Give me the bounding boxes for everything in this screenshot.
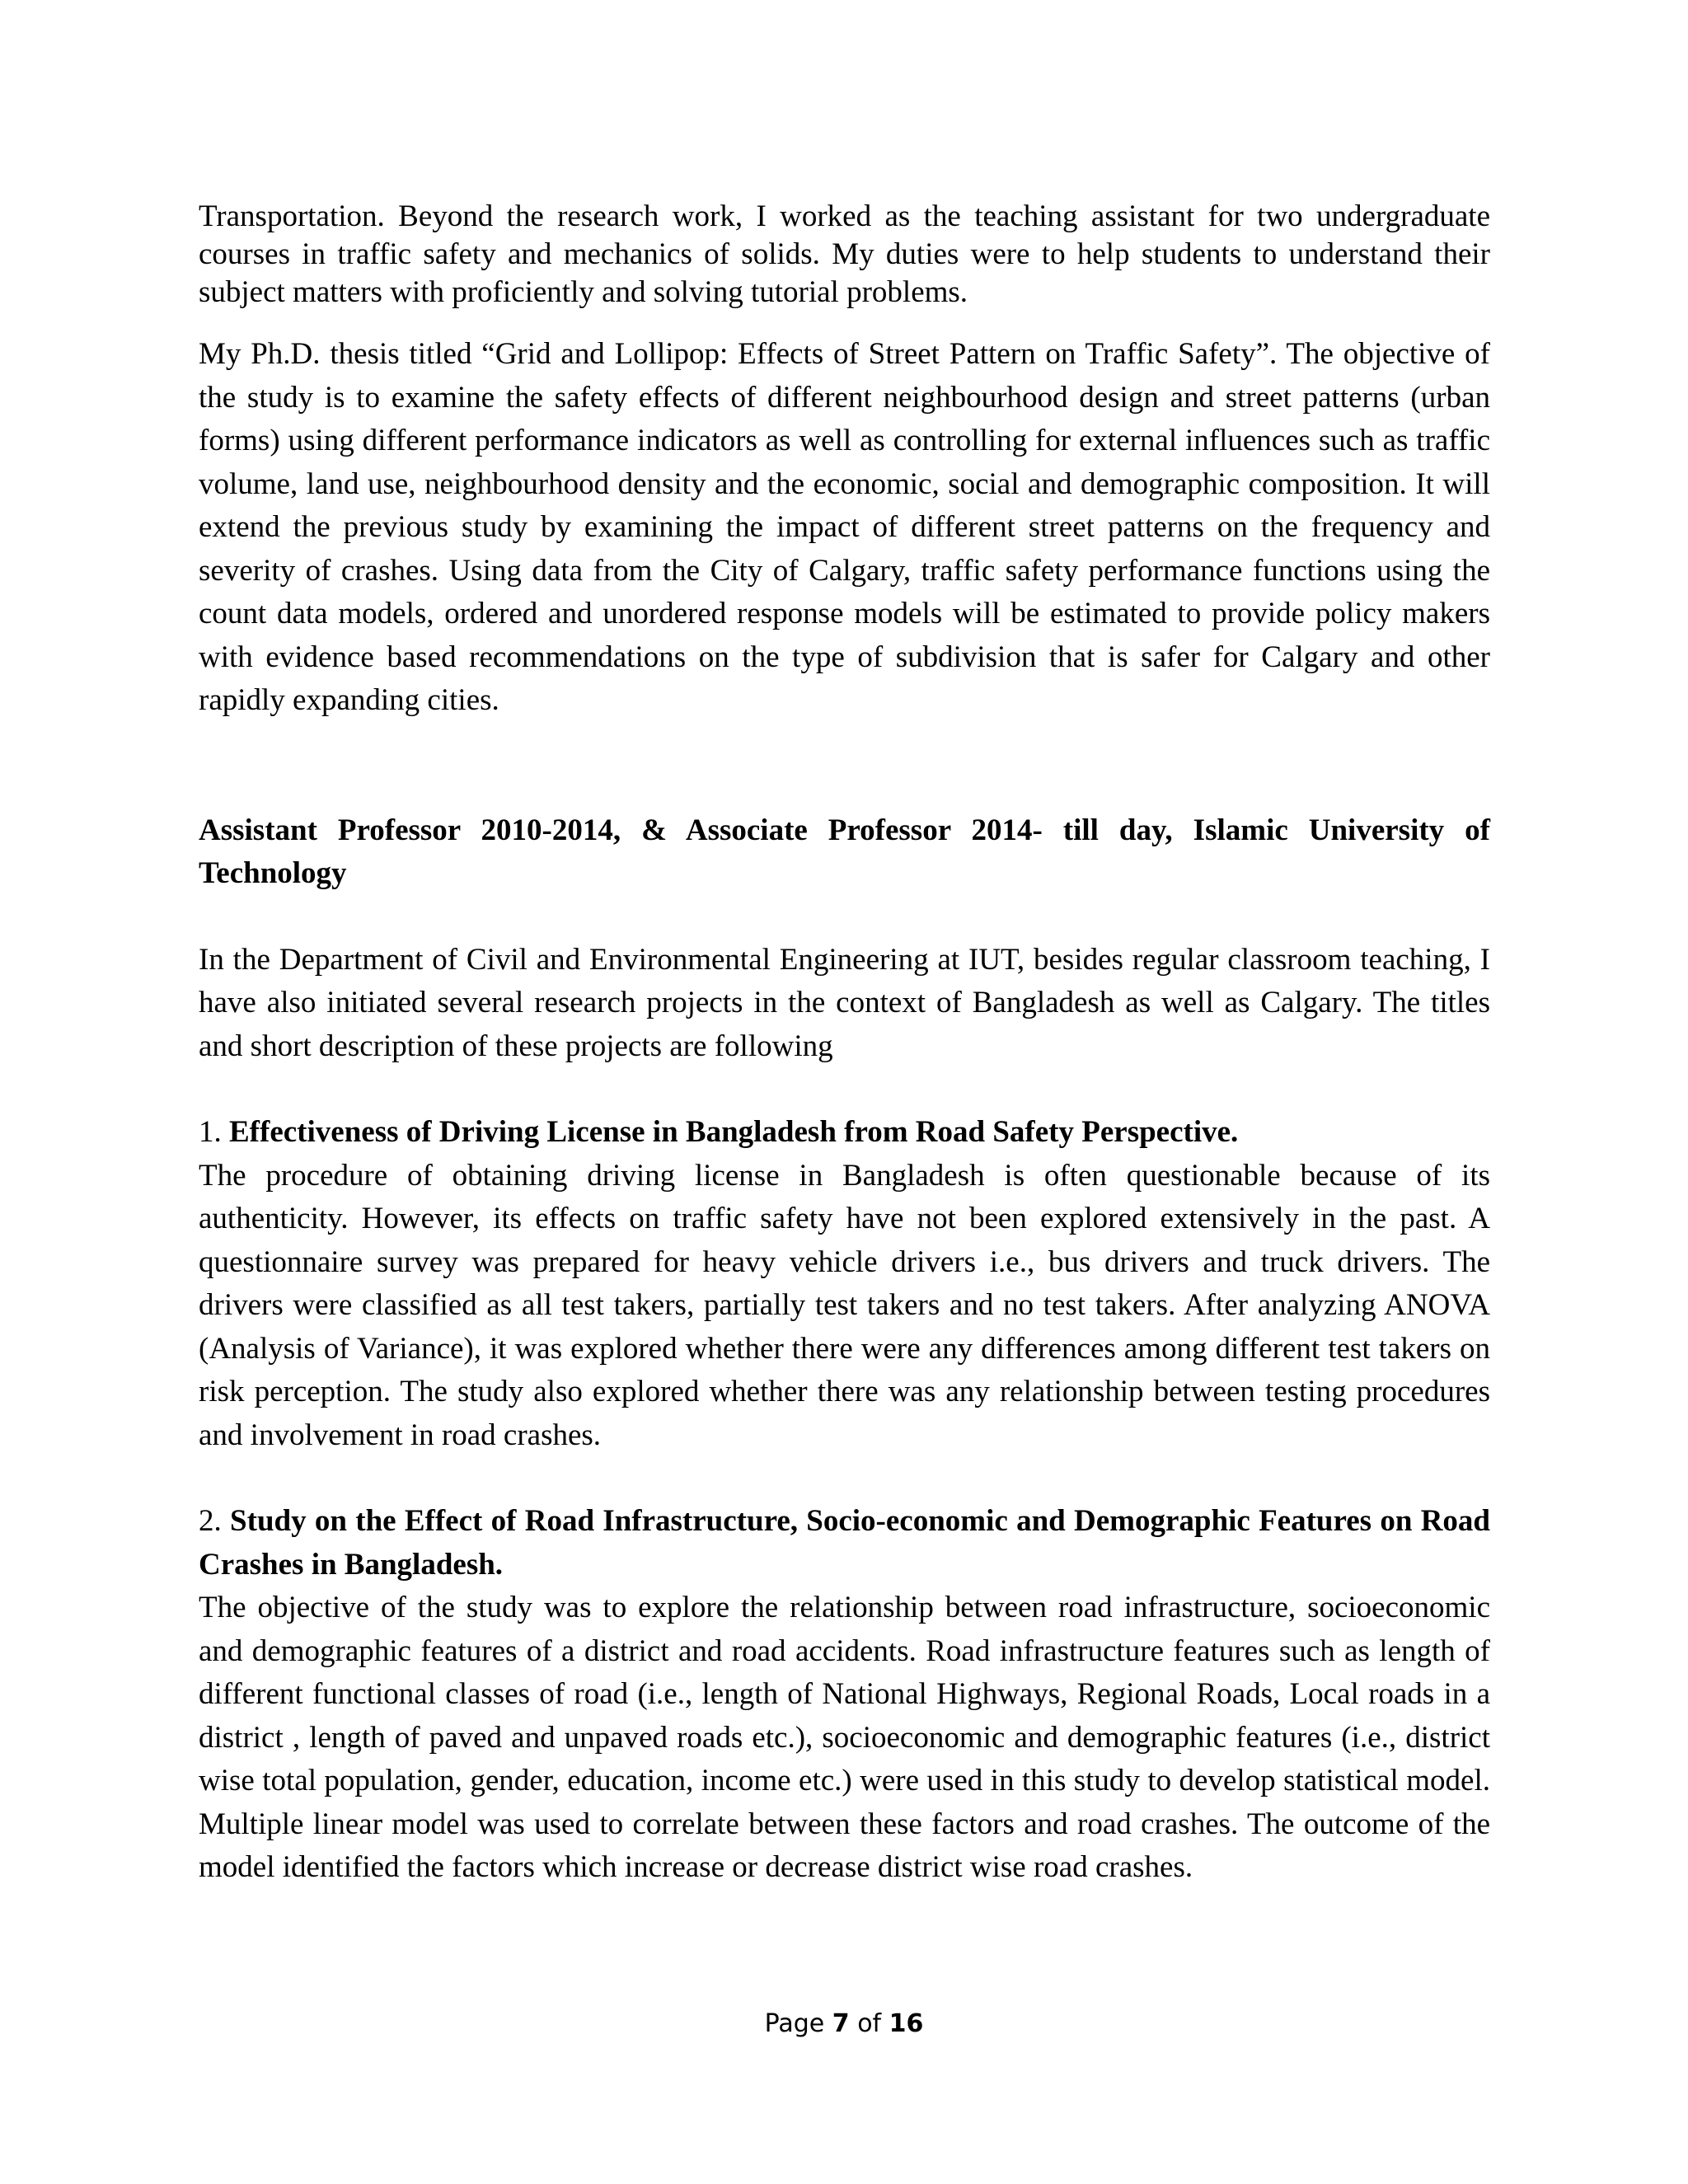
project-1-description: The procedure of obtaining driving license in Bangladesh is often questionable because of its authenticity. However, its effects on traffic safety have not been explored extensively in the past. A questionnaire survey was prepared for heavy vehicle drivers i.e., bus drivers and truck drivers. The drivers were classified as all test takers, partially test takers and no test takers. After analyzing ANOVA (Analysis of Variance), it was explored whether there were any differences among different test takers on risk perception. The study also explored whether there was any relationship between testing procedures and involvement in road crashes. <box>199 1158 1490 1452</box>
project-2-number: 2. <box>199 1504 222 1538</box>
project-2-description: The objective of the study was to explore the relationship between road infrastructure, socioeconomic and demographic features of a district and road accidents. Road infrastructure features such as length of different functional classes of road (i.e., length of National Highways, Regional Roads, Local roads in a district , length of paved and unpaved roads etc.), socioeconomic and demographic features (i.e., district wise total population, gender, education, income etc.) were used in this study to develop statistical model. Multiple linear model was used to correlate between these factors and road crashes. The outcome of the model identified the factors which increase or decrease district wise road crashes. <box>199 1591 1490 1884</box>
document-body <box>199 198 1490 1890</box>
project-2-title: Study on the Effect of Road Infrastructure, Socio-economic and Demographic Features on Road Crashes in Bangladesh. <box>199 1504 1491 1582</box>
page-footer <box>0 2009 1688 2038</box>
paragraph-teaching-assistant: Transportation. Beyond the research work, I worked as the teaching assistant for two undergraduate courses in traffic safety and mechanics of solids. My duties were to help students to understand their subject matters with proficiently and solving tutorial problems. <box>199 199 1490 309</box>
project-1-title: Effectiveness of Driving License in Bangladesh from Road Safety Perspective. <box>229 1115 1239 1149</box>
of-label: of <box>857 2009 882 2038</box>
page-label: Page <box>764 2009 825 2038</box>
project-1-number: 1. <box>199 1115 222 1149</box>
project-1-heading <box>199 1111 1490 1155</box>
total-pages: 16 <box>889 2009 924 2038</box>
section-intro: In the Department of Civil and Environmental Engineering at IUT, besides regular classroom teaching, I have also initiated several research projects in the context of Bangladesh as well as Calgary. The titles and short description of these projects are following <box>199 942 1490 1063</box>
section-heading: Assistant Professor 2010-2014, & Associate Professor 2014- till day, Islamic University of Technology <box>199 813 1490 890</box>
paragraph-phd-thesis: My Ph.D. thesis titled “Grid and Lollipop: Effects of Street Pattern on Traffic Safety”. The objective of the study is to examine the safety effects of different neighbourhood design and street patterns (urban forms) using different performance indicators as well as controlling for external influences such as traffic volume, land use, neighbourhood density and the economic, social and demographic composition. It will extend the previous study by examining the impact of different street patterns on the frequency and severity of crashes. Using data from the City of Calgary, traffic safety performance functions using the count data models, ordered and unordered response models will be estimated to provide policy makers with evidence based recommendations on the type of subdivision that is safer for Calgary and other rapidly expanding cities. <box>199 337 1490 717</box>
page-number: 7 <box>832 2009 850 2038</box>
project-2-heading <box>199 1500 1490 1586</box>
